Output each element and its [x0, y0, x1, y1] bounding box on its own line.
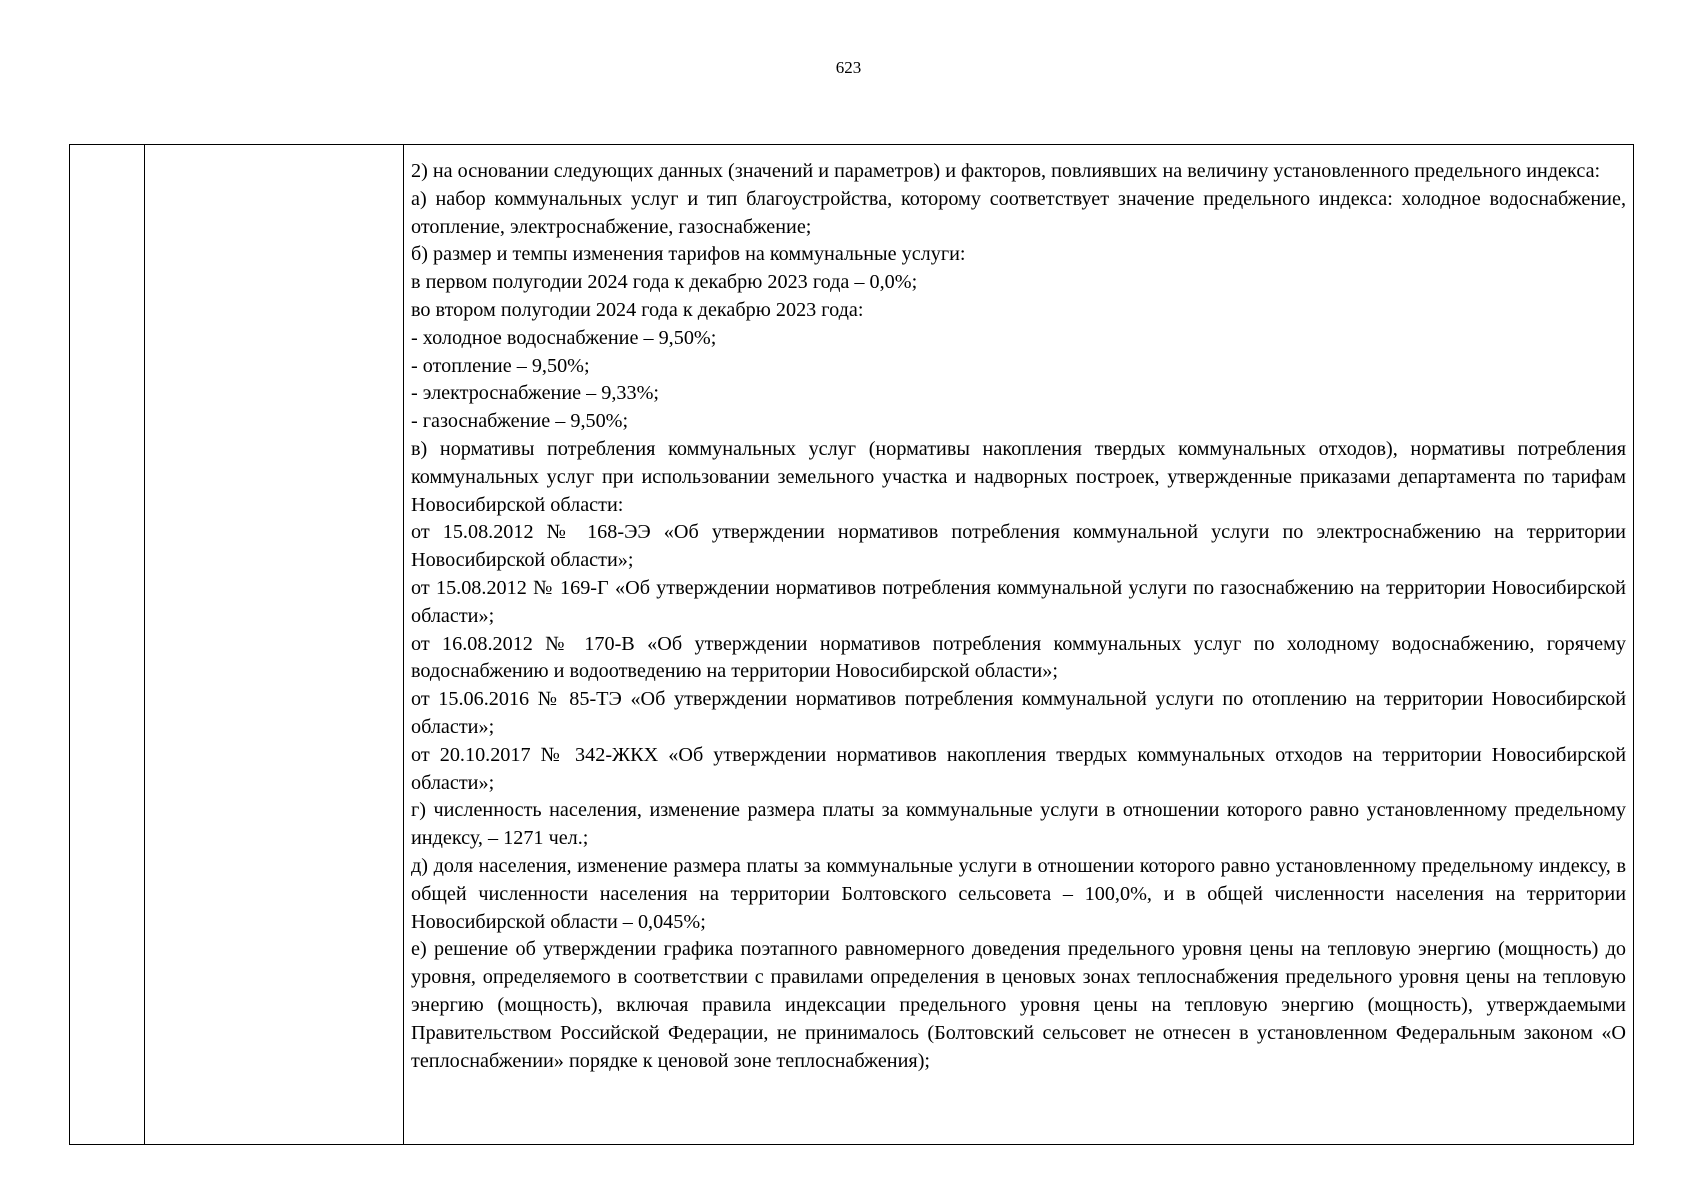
paragraph: 2) на основании следующих данных (значений и параметров) и факторов, повлиявших на величину установленного предельного индекса:	[411, 160, 1601, 182]
paragraph: от 15.06.2016 № 85-ТЭ «Об утверждении нормативов потребления коммунальной услуги по отоплению на территории Новосибирской области»;	[411, 688, 1626, 738]
paragraph: от 15.08.2012 № 169-Г «Об утверждении нормативов потребления коммунальной услуги по газоснабжению на территории Новосибирской области»;	[411, 576, 1626, 627]
paragraph: - холодное водоснабжение – 9,50%;	[411, 326, 717, 349]
table-cell-content	[404, 145, 1634, 1145]
page-number: 623	[835, 58, 862, 77]
paragraph: д) доля населения, изменение размера платы за коммунальные услуги в отношении которого равно установленному предельному индексу, в общей численности населения на территории Болтовского сельсовета – 100,0%, и в общей численности населения на территории Новосибирской области – 0,045%;	[411, 854, 1626, 933]
paragraph: - газоснабжение – 9,50%;	[411, 410, 629, 433]
paragraph: от 16.08.2012 № 170-В «Об утверждении нормативов потребления коммунальных услуг по холодному водоснабжению, горячему водоснабжению и водоотведению на территории Новосибирской области»;	[411, 632, 1626, 683]
paragraph: в) нормативы потребления коммунальных услуг (нормативы накопления твердых коммунальных отходов), нормативы потребления коммунальных услуг при использовании земельного участка и надворных построек, утвержденные приказами департамента по тарифам Новосибирской области:	[411, 437, 1626, 516]
table-row	[70, 145, 1634, 1145]
paragraph: е) решение об утверждении графика поэтапного равномерного доведения предельного уровня цены на тепловую энергию (мощность) до уровня, определяемого в соответствии с правилами определения в ценовых зонах теплоснабжения предельного уровня цены на тепловую энергию (мощность), включая правила индексации предельного уровня цены на тепловую энергию (мощность), утверждаемыми Правительством Российской Федерации, не принималось (Болтовский сельсовет не отнесен в установленном Федеральным законом «О теплоснабжении» порядке к ценовой зоне теплоснабжения);	[411, 938, 1626, 1072]
paragraph: от 20.10.2017 № 342-ЖКХ «Об утверждении нормативов накопления твердых коммунальных отходов на территории Новосибирской области»;	[411, 743, 1626, 794]
paragraph: б) размер и темпы изменения тарифов на коммунальные услуги:	[411, 243, 966, 266]
paragraph: - отопление – 9,50%;	[411, 354, 590, 377]
paragraph: - электроснабжение – 9,33%;	[411, 382, 660, 405]
paragraph: во втором полугодии 2024 года к декабрю 2023 года:	[411, 298, 864, 321]
paragraph: от 15.08.2012 № 168-ЭЭ «Об утверждении нормативов потребления коммунальной услуги по электроснабжению на территории Новосибирской области»;	[411, 521, 1626, 572]
paragraph: а) набор коммунальных услуг и тип благоустройства, которому соответствует значение предельного индекса: холодное водоснабжение, отопление, электроснабжение, газоснабжение;	[411, 187, 1626, 238]
paragraph: г) численность населения, изменение размера платы за коммунальные услуги в отношении которого равно установленному предельному индексу, – 1271 чел.;	[411, 799, 1626, 850]
paragraph: в первом полугодии 2024 года к декабрю 2023 года – 0,0%;	[411, 271, 918, 294]
table-cell-name	[145, 145, 404, 1145]
table-cell-number	[70, 145, 145, 1145]
document-table	[69, 144, 1634, 1145]
